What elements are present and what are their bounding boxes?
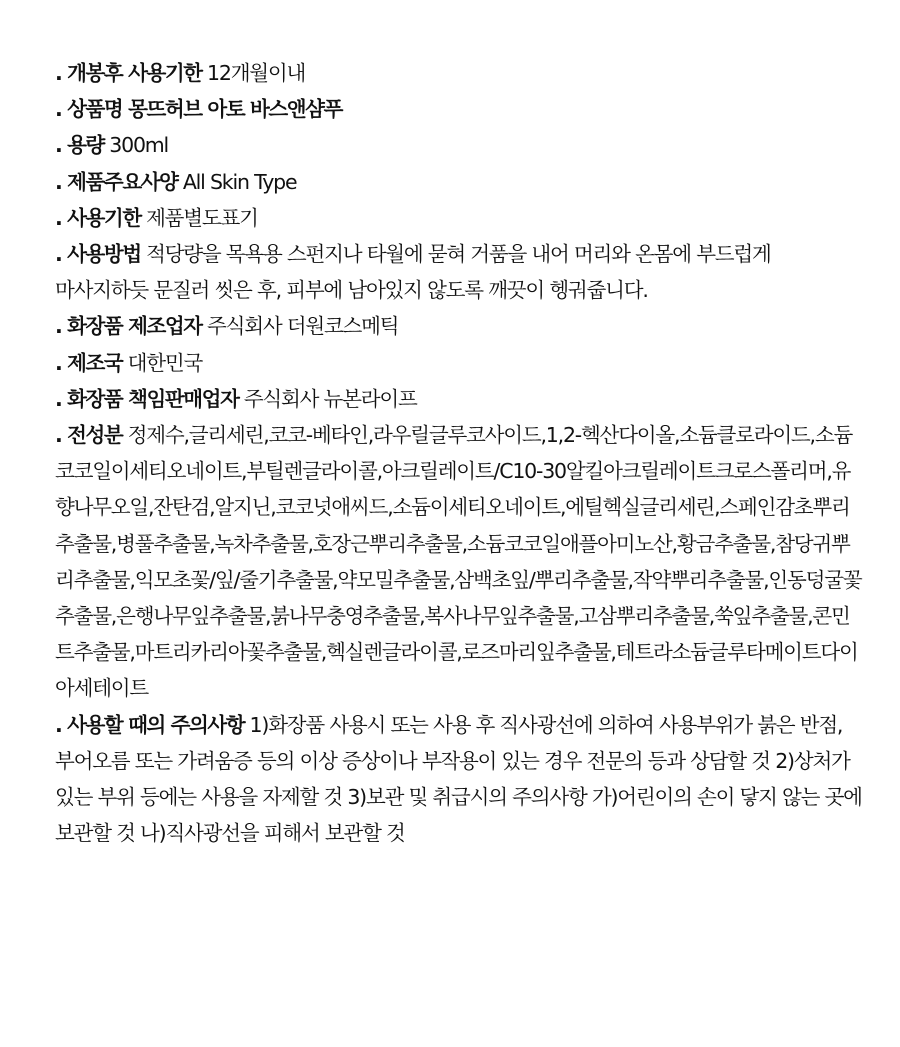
- info-value: 정제수,글리세린,코코-베타인,라우릴글루코사이드,1,2-헥산다이올,소듐클로라이드,소듐코코일이세티오네이트,부틸렌글라이콜,아크릴레이트/C10-30알킬아크릴레이트크로스폴리머,유향나무오일,잔탄검,알지닌,코코넛애씨드,소듐이세티오네이트,에틸헥실글리세린,스페인감초뿌리추출물,병풀추출물,녹차추출물,호장근뿌리추출물,소듐코코일애플아미노산,황금추출물,참당귀뿌리추출물,익모초꽃/잎/줄기추출물,약모밀추출물,삼백초잎/뿌리추출물,작약뿌리추출물,인동덩굴꽃추출물,은행나무잎추출물,붉나무충영추출물,복사나무잎추출물,고삼뿌리추출물,쑥잎추출물,콘민트추출물,마트리카리아꽃추출물,헥실렌글라이콜,로즈마리잎추출물,테트라소듐글루타메이트다이아세테이트: [55, 423, 862, 701]
- info-value: 주식회사 뉴본라이프: [238, 386, 417, 411]
- info-row-volume: [55, 127, 865, 163]
- info-row-usage: [55, 236, 865, 308]
- info-value: 1)화장품 사용시 또는 사용 후 직사광선에 의하여 사용부위가 붉은 반점, 부어오름 또는 가려움증 등의 이상 증상이나 부작용이 있는 경우 전문의 등과 상담할 것 2)상처가 있는 부위 등에는 사용을 자제할 것 3)보관 및 취급시의 주의사항 가)어린이의 손이 닿지 않는 곳에 보관할 것 나)직사광선을 피해서 보관할 것: [55, 712, 862, 846]
- info-value: 12개월이내: [201, 61, 306, 85]
- info-value: 적당량을 목욕용 스펀지나 타월에 묻혀 거품을 내어 머리와 온몸에 부드럽게 마사지하듯 문질러 씻은 후, 피부에 남아있지 않도록 깨끗이 헹궈줍니다.: [55, 242, 771, 303]
- info-label: . 제조국: [55, 350, 123, 375]
- info-row-country: [55, 345, 865, 381]
- info-value: 대한민국: [122, 350, 203, 375]
- info-label: . 개봉후 사용기한: [55, 61, 202, 85]
- info-label: . 용량: [55, 133, 104, 158]
- info-label: . 화장품 책임판매업자: [55, 386, 239, 411]
- info-value: 300ml: [103, 133, 169, 158]
- info-row-distributor: [55, 381, 865, 417]
- info-row-product-name: [55, 91, 865, 127]
- info-value: 주식회사 더원코스메틱: [201, 314, 399, 339]
- info-row-ingredients: [55, 417, 865, 707]
- info-label: . 사용방법: [55, 242, 141, 267]
- info-row-main-spec: [55, 164, 865, 200]
- info-label: . 사용할 때의 주의사항: [55, 712, 245, 737]
- info-row-expiry: [55, 200, 865, 236]
- info-label: . 사용기한: [55, 205, 141, 230]
- info-label: . 상품명 몽뜨허브 아토 바스앤샴푸: [55, 97, 342, 122]
- info-label: . 화장품 제조업자: [55, 314, 202, 339]
- info-value: All Skin Type: [177, 169, 297, 194]
- info-label: . 전성분: [55, 423, 123, 448]
- info-row-precautions: [55, 707, 865, 852]
- info-label: . 제품주요사양: [55, 169, 178, 194]
- info-row-expiry-after-opening: [55, 55, 865, 91]
- product-info-list: [55, 55, 865, 851]
- info-row-manufacturer: [55, 308, 865, 344]
- info-value: 제품별도표기: [140, 205, 258, 230]
